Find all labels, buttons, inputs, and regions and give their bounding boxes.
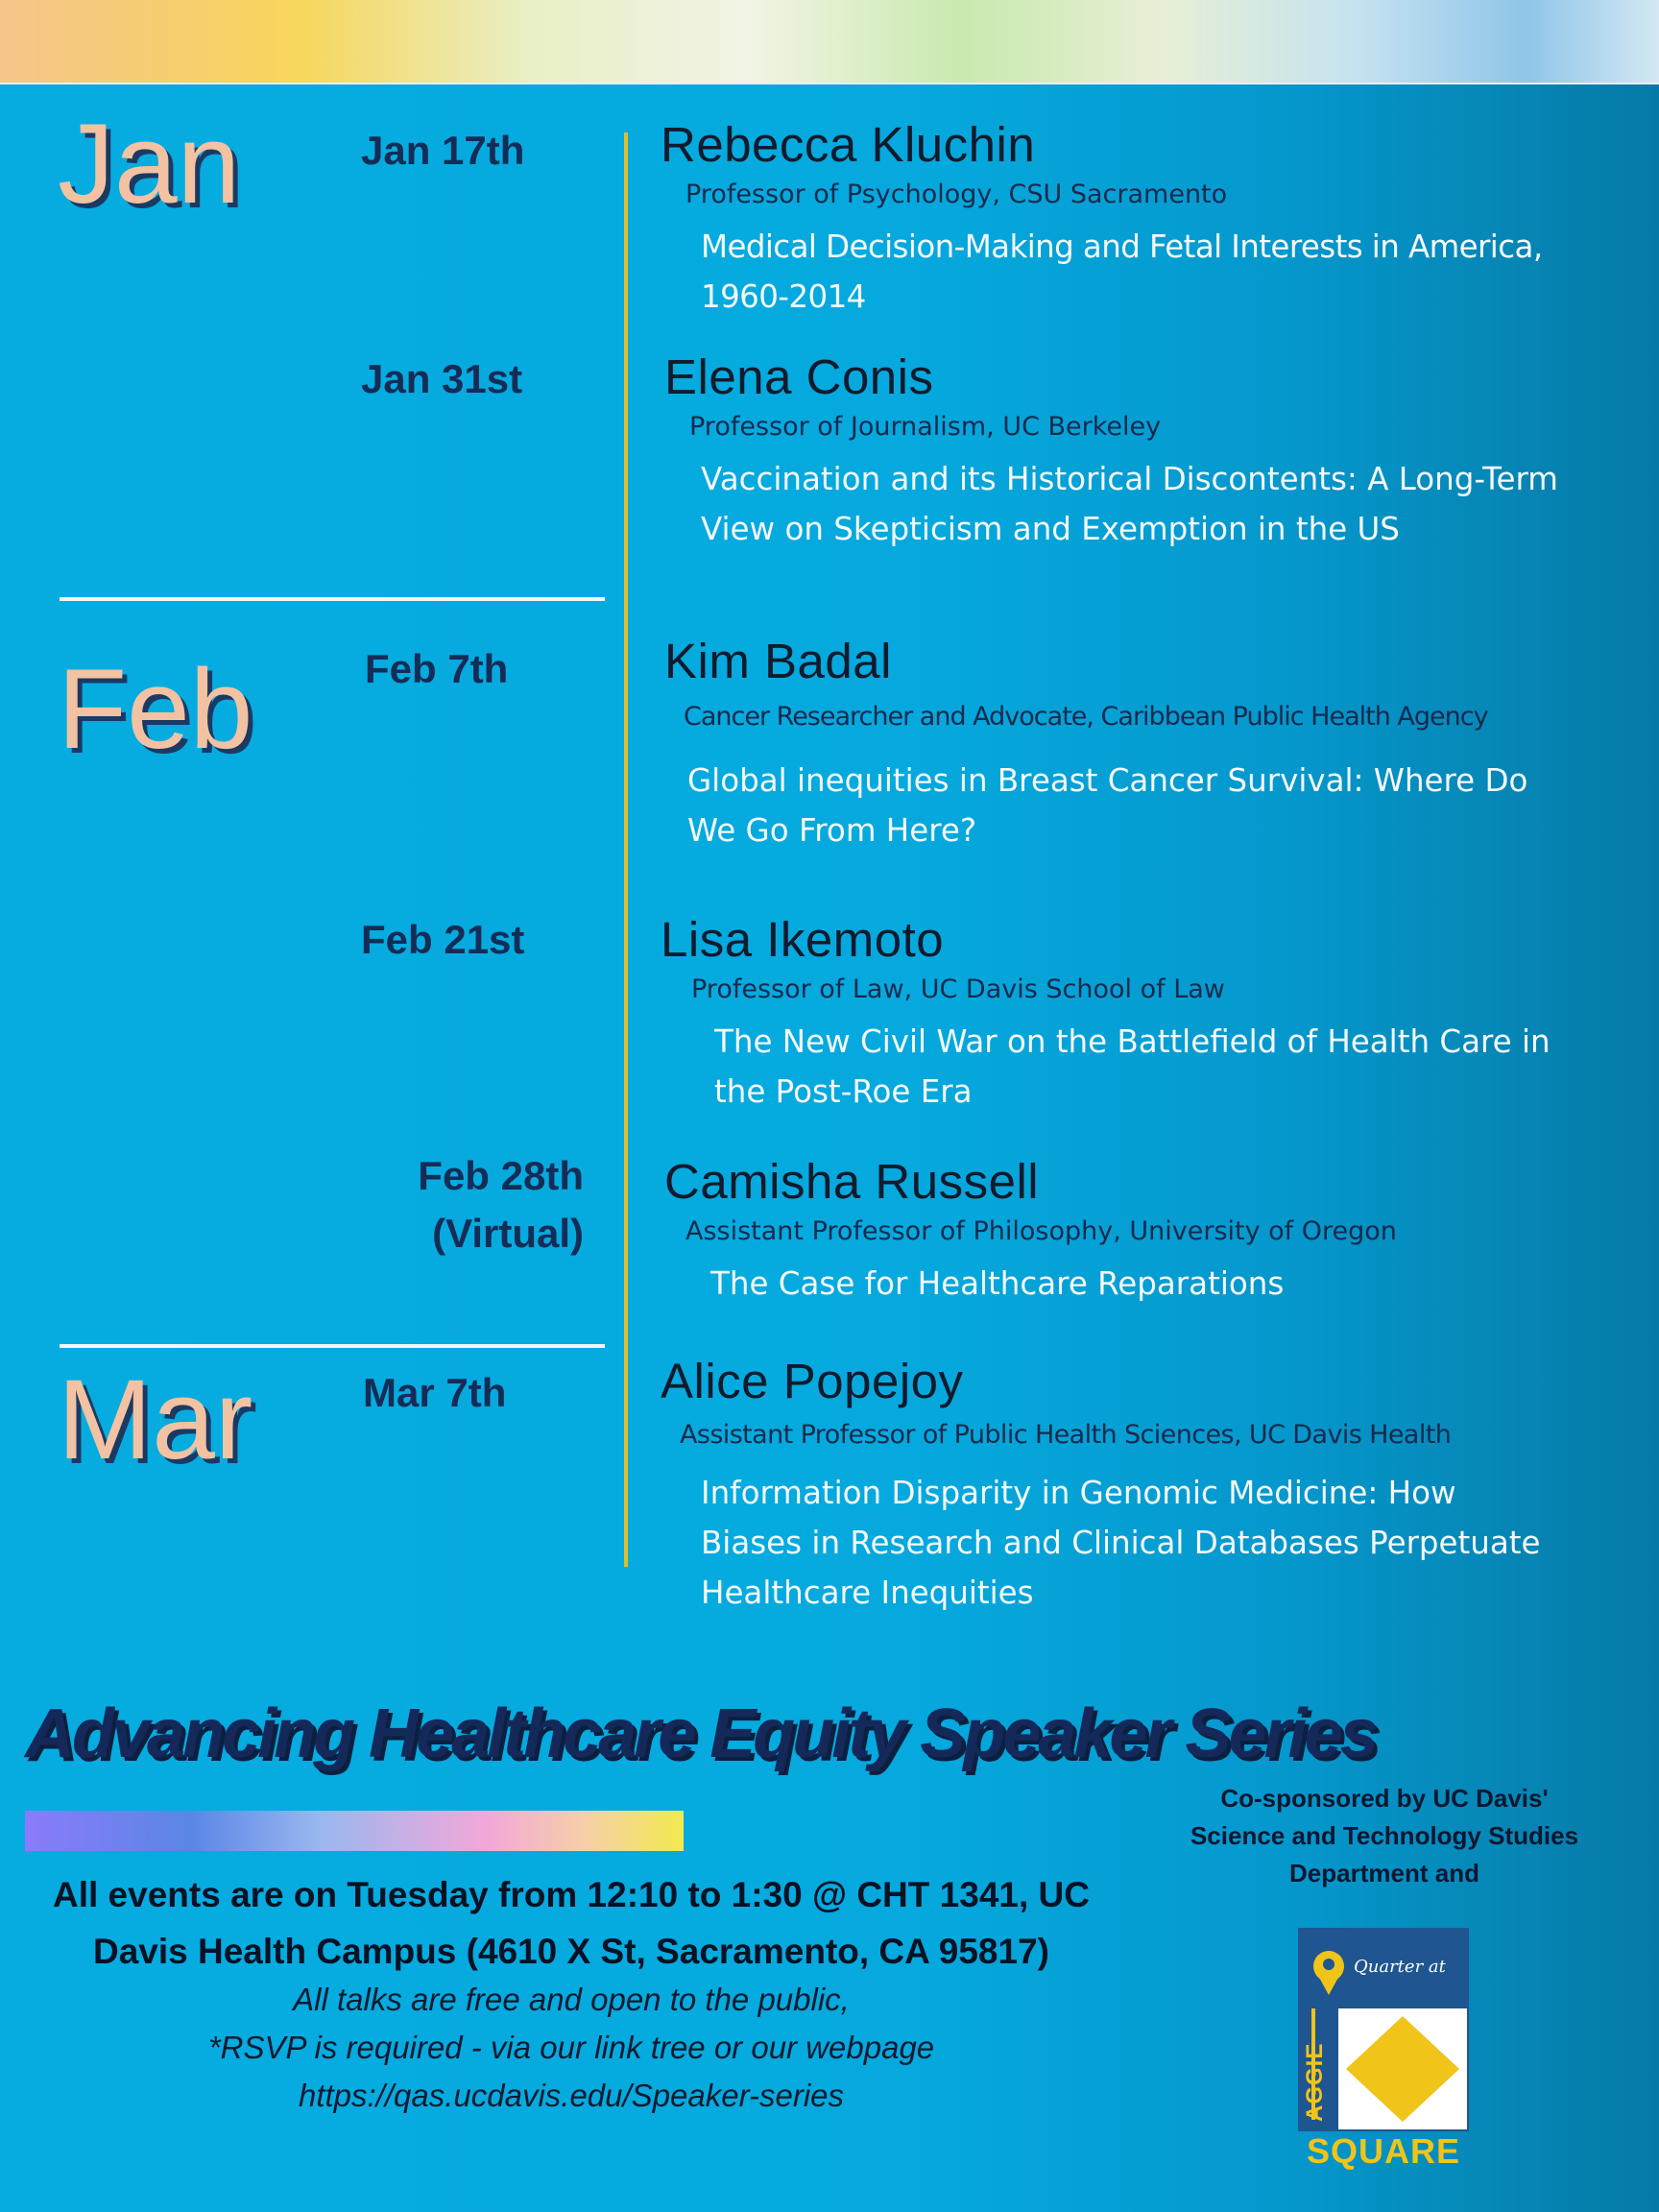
speaker-entry [661,1354,1565,1618]
talk-title: Information Disparity in Genomic Medicine: How Biases in Research and Clinical Databases Perpetuate Healthcare Inequities [701,1475,1541,1612]
logo-square-text: SQUARE [1306,2131,1461,2171]
month-label-mar: Mar [58,1357,253,1483]
speaker-affiliation: Professor of Psychology, CSU Sacramento [685,179,1228,209]
talk-title: Medical Decision-Making and Fetal Interests in America, 1960-2014 [701,228,1543,316]
speaker-affiliation: Assistant Professor of Public Health Sciences, UC Davis Health [680,1419,1452,1450]
event-date: Mar 7th [363,1370,507,1415]
speaker-entry [661,117,1584,322]
cosponsor-line: Department and [1289,1859,1479,1887]
speaker-name: Camisha Russell [664,1154,1040,1209]
aggie-square-logo [1298,1928,1469,2171]
talk-title: The New Civil War on the Battlefield of Health Care in the Post-Roe Era [714,1023,1551,1111]
speaker-affiliation: Assistant Professor of Philosophy, University of Oregon [685,1215,1397,1246]
speaker-affiliation: Cancer Researcher and Advocate, Caribbean Public Health Agency [684,701,1488,732]
speaker-name: Lisa Ikemoto [661,912,945,967]
speaker-affiliation: Professor of Law, UC Davis School of Law [691,974,1225,1004]
speaker-name: Rebecca Kluchin [661,117,1036,172]
talk-title: The Case for Healthcare Reparations [710,1265,1285,1303]
cosponsor-text [1152,1780,1617,1892]
speaker-entry [661,912,1578,1117]
speaker-entry [664,634,1571,855]
talk-title: Global inequities in Breast Cancer Survival: Where Do We Go From Here? [687,762,1528,850]
talk-title: Vaccination and its Historical Discontents: A Long-Term View on Skepticism and Exemption in the US [701,461,1558,548]
event-date: Feb 7th [365,646,509,691]
event-date: Jan 31st [361,356,523,401]
series-title: Advancing Healthcare Equity Speaker Series [25,1695,1376,1772]
gradient-bar [25,1811,684,1851]
notes-line: *RSVP is required - via our link tree or our webpage [207,2030,935,2066]
timeline-line [624,132,628,1567]
cosponsor-line: Science and Technology Studies [1190,1821,1579,1850]
speaker-entry [664,349,1584,554]
event-info [38,1866,1104,1980]
month-divider-jan-feb [60,597,605,601]
event-date: Feb 28th [418,1153,584,1198]
speaker-name: Alice Popejoy [661,1354,964,1408]
month-label-jan: Jan [58,101,241,228]
event-notes [67,1976,1075,2120]
top-color-band [0,0,1659,84]
speaker-name: Elena Conis [664,349,934,404]
speaker-entry [664,1154,1397,1309]
month-label-feb: Feb [58,646,253,773]
logo-script-text: Quarter at [1354,1957,1446,1977]
event-date: Feb 21st [361,917,525,962]
rsvp-link[interactable]: https://qas.ucdavis.edu/Speaker-series [298,2078,845,2114]
speaker-affiliation: Professor of Journalism, UC Berkeley [689,411,1162,442]
speaker-name: Kim Badal [664,634,892,688]
cosponsor-line: Co-sponsored by UC Davis' [1220,1784,1549,1813]
notes-line: All talks are free and open to the public, [293,1982,850,2017]
event-date-block [361,1152,584,1259]
month-divider-feb-mar [60,1344,605,1348]
event-info-line: All events are on Tuesday from 12:10 to 1:30 @ CHT 1341, UC [53,1875,1090,1914]
event-date: Jan 17th [361,128,525,173]
logo-aggie-text: AGGIE [1302,2042,1328,2122]
event-date-note: (Virtual) [432,1211,584,1257]
event-info-line: Davis Health Campus (4610 X St, Sacramento, CA 95817) [93,1932,1049,1972]
